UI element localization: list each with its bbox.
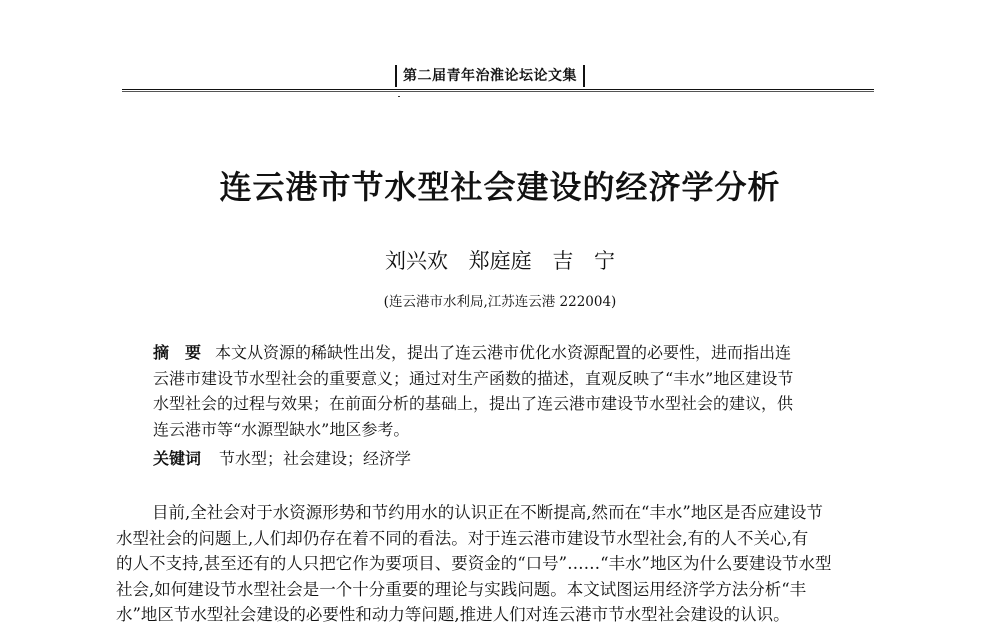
header-rule-thin	[122, 91, 874, 92]
abstract	[153, 340, 853, 442]
abstract-line-1	[153, 340, 853, 366]
keywords-text: 节水型；社会建设；经济学	[219, 449, 412, 468]
affiliation: (连云港市水利局,江苏连云港 222004)	[383, 294, 617, 310]
body-line-3: 的人不支持,甚至还有的人只把它作为要项目、要资金的“口号”……“丰水”地区为什么要建设节水型	[116, 554, 832, 574]
abstract-text: 本文从资源的稀缺性出发，提出了连云港市优化水资源配置的必要性，进而指出连	[215, 343, 792, 362]
body-paragraph	[116, 500, 886, 628]
journal-name: 第二届青年治淮论坛论文集	[395, 65, 585, 87]
body-line-1: 目前,全社会对于水资源形势和节约用水的认识正在不断提高,然而在“丰水”地区是否应建设节	[152, 503, 823, 522]
body-line-2: 水型社会的问题上,人们却仍存在着不同的看法。对于连云港市建设节水型社会,有的人不关心,有	[116, 528, 809, 548]
authors: 刘兴欢 郑庭庭 吉 宁	[384, 249, 616, 273]
paper-title: 连云港市节水型社会建设的经济学分析	[219, 168, 781, 206]
keywords	[153, 446, 411, 469]
body-line-5: 水”地区节水型社会建设的必要性和动力等问题,推进人们对连云港市节水型社会建设的认识。	[116, 605, 790, 625]
abstract-label: 摘 要	[153, 343, 202, 362]
abstract-line-3: 水型社会的过程与效果；在前面分析的基础上，提出了连云港市建设节水型社会的建议，供	[153, 394, 794, 413]
abstract-line-4: 连云港市等“水源型缺水”地区参考。	[153, 419, 410, 439]
body-line-4: 社会,如何建设节水型社会是一个十分重要的理论与实践问题。本文试图运用经济学方法分析“丰	[116, 579, 807, 599]
header-rule	[122, 89, 874, 90]
keywords-label: 关键词	[153, 449, 202, 468]
running-header	[0, 0, 1000, 100]
abstract-line-2: 云港市建设节水型社会的重要意义；通过对生产函数的描述，直观反映了“丰水”地区建设节	[153, 368, 794, 388]
scan-speck	[398, 96, 400, 97]
